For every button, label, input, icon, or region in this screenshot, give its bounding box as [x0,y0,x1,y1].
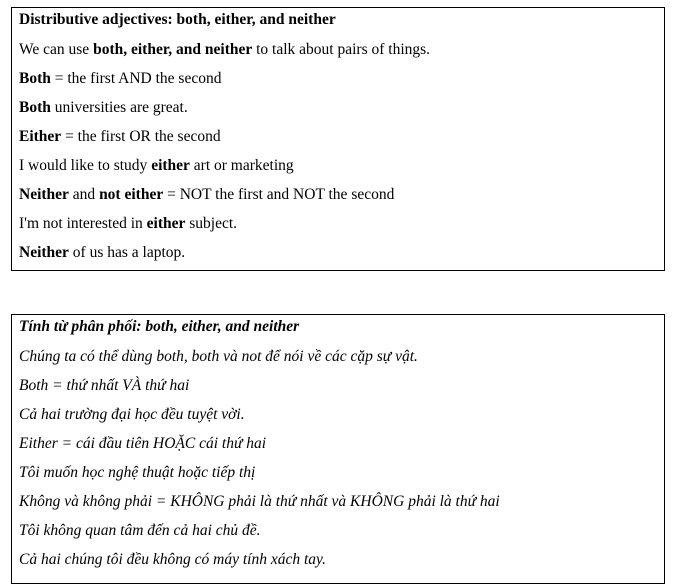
english-grammar-box [11,7,665,271]
english-line-1: We can use both, either, and neither to talk about pairs of things. [19,41,431,58]
english-line-3: Both universities are great. [19,99,188,116]
english-line-2: Both = the first AND the second [19,70,222,87]
english-title: Distributive adjectives: both, either, and neither [19,11,336,28]
vietnamese-grammar-box [11,314,665,584]
english-line-7: I'm not interested in either subject. [19,215,238,232]
vietnamese-line-7: Tôi không quan tâm đến cả hai chủ đề. [19,522,261,539]
english-line-8: Neither of us has a laptop. [19,244,186,261]
english-line-6: Neither and not either = NOT the first and NOT the second [19,186,395,203]
vietnamese-line-8: Cả hai chúng tôi đều không có máy tính xách tay. [19,551,326,568]
english-line-5: I would like to study either art or marketing [19,157,294,174]
vietnamese-line-4: Either = cái đầu tiên HOẶC cái thứ hai [19,435,267,452]
vietnamese-line-3: Cả hai trường đại học đều tuyệt vời. [19,406,245,423]
vietnamese-line-6: Không và không phải = KHÔNG phải là thứ nhất và KHÔNG phải là thứ hai [19,493,500,510]
english-line-4: Either = the first OR the second [19,128,221,145]
vietnamese-line-1: Chúng ta có thể dùng both, both và not để nói về các cặp sự vật. [19,348,418,365]
vietnamese-line-5: Tôi muốn học nghệ thuật hoặc tiếp thị [19,464,256,481]
vietnamese-title: Tính từ phân phối: both, either, and neither [19,318,300,335]
vietnamese-line-2: Both = thứ nhất VÀ thứ hai [19,377,190,394]
